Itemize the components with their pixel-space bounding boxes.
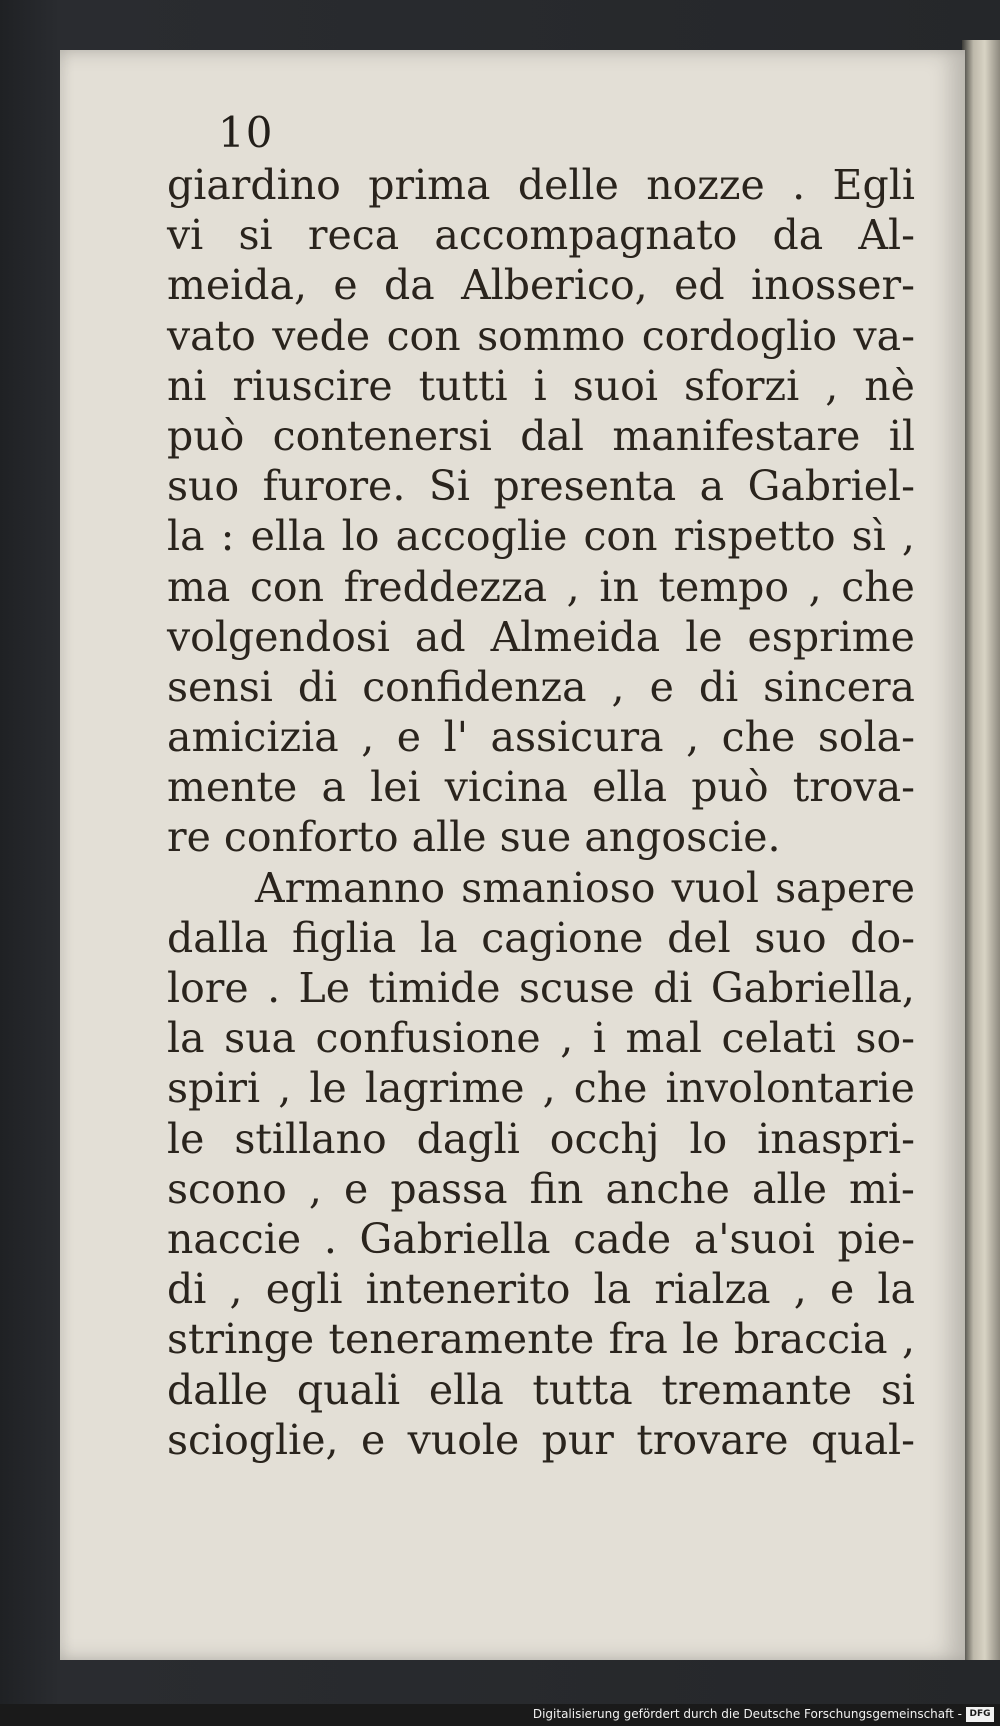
text-line [167, 1114, 915, 1164]
word: può [167, 411, 245, 460]
word: vato [167, 311, 256, 360]
word: : [220, 512, 235, 561]
word: spiri [167, 1064, 261, 1113]
word: pur [541, 1415, 614, 1464]
word: esprime [747, 612, 915, 661]
word: le [167, 1114, 205, 1163]
word: e [830, 1265, 855, 1314]
word: riuscire [232, 361, 393, 410]
word: a [321, 763, 346, 812]
word: occhj [549, 1114, 660, 1163]
word: stillano [234, 1114, 387, 1163]
word: Gabriella, [710, 964, 915, 1012]
text-line [167, 963, 915, 1013]
word: , [566, 562, 580, 611]
text-line [167, 361, 915, 411]
word: sì [851, 512, 886, 561]
word: le [309, 1064, 347, 1113]
word: con [249, 562, 324, 611]
word: conforto [223, 813, 412, 862]
text-line [167, 562, 915, 612]
word: e [343, 1164, 369, 1213]
word: la [167, 1014, 205, 1063]
word: presenta [493, 462, 677, 511]
text-line [167, 311, 915, 361]
text-line [167, 511, 915, 561]
word: do- [850, 913, 915, 962]
text-line [167, 1013, 915, 1063]
word: . [267, 964, 281, 1012]
word: Al- [858, 211, 915, 260]
word: lore [167, 964, 249, 1012]
word: inaspri- [757, 1114, 915, 1163]
word: , [901, 512, 915, 561]
word: ella [592, 763, 668, 812]
word: alle [411, 813, 500, 862]
text-line [167, 1214, 915, 1264]
word: confusione [315, 1014, 541, 1063]
word: vi [167, 211, 204, 260]
word: . [792, 161, 806, 209]
text-line [167, 712, 915, 762]
word: sincera [763, 662, 915, 711]
word: l' [443, 713, 468, 762]
word: di [167, 1265, 207, 1314]
word: di [297, 662, 338, 711]
word: le [685, 612, 723, 661]
word: sapere [775, 863, 915, 912]
text-line [167, 662, 915, 712]
word: scuse [518, 964, 635, 1012]
word: a [699, 462, 725, 511]
word: ed [674, 261, 725, 310]
word: cade [573, 1214, 672, 1263]
word: freddezza [343, 562, 548, 611]
body-text [167, 160, 915, 1465]
word: , [686, 713, 700, 762]
word: contenersi [272, 411, 492, 460]
word: con [583, 512, 658, 561]
word: sensi [167, 662, 273, 711]
word: lagrime [364, 1064, 525, 1113]
text-line [167, 1314, 915, 1364]
word: alle [752, 1164, 827, 1213]
word: cordoglio [641, 311, 838, 360]
word: di [653, 964, 693, 1012]
word: vede [272, 311, 371, 360]
word: , [361, 713, 375, 762]
text-line [167, 260, 915, 310]
word: so- [855, 1014, 915, 1063]
word: che [721, 713, 796, 762]
word: delle [517, 161, 619, 209]
word: , [901, 1315, 915, 1364]
word: dal [520, 411, 584, 460]
word: volgendosi [167, 612, 390, 661]
word: figlia [292, 913, 397, 962]
word: accoglie [395, 512, 568, 561]
word: . [323, 1214, 337, 1263]
word: giardino [167, 161, 341, 209]
word: i [592, 1014, 606, 1063]
word: , [560, 1014, 574, 1063]
word: sforzi [683, 361, 800, 410]
word: da [772, 211, 824, 260]
text-line [167, 1415, 915, 1465]
word: braccia [733, 1315, 888, 1364]
word: , [611, 662, 625, 711]
word: trova- [792, 763, 915, 812]
word: angoscie. [584, 813, 781, 862]
word: si [880, 1365, 915, 1414]
word: nozze [646, 161, 765, 209]
footer-bar [0, 1704, 1000, 1726]
word: celati [721, 1014, 836, 1063]
word: manifestare [612, 411, 861, 460]
word: i [533, 361, 547, 410]
word: nè [864, 361, 915, 410]
word: anche [605, 1164, 730, 1213]
word: passa [390, 1164, 508, 1213]
word: la [593, 1265, 632, 1314]
word: sua [224, 1014, 296, 1063]
word: Alberico, [461, 261, 648, 310]
word: ella [428, 1365, 504, 1414]
word: e [333, 261, 358, 310]
word: la [167, 512, 205, 561]
word: cagione [481, 913, 644, 962]
word: stringe [167, 1315, 315, 1364]
word: e [396, 713, 422, 762]
text-line [167, 863, 915, 913]
word: da [384, 261, 435, 310]
word: la [420, 913, 458, 962]
word: suo [167, 462, 240, 511]
text-line [167, 1164, 915, 1214]
word: egli [265, 1265, 343, 1314]
word: furore. [262, 462, 406, 511]
word: , [278, 1064, 292, 1113]
word: fra [608, 1315, 668, 1364]
word: intenerito [365, 1265, 571, 1314]
word: che [573, 1064, 648, 1113]
dfg-logo: DFG [966, 1707, 994, 1722]
page-number: 10 [218, 108, 274, 157]
text-line [167, 461, 915, 511]
word: trovare [636, 1415, 789, 1464]
word: re [167, 813, 224, 862]
word: timide [368, 964, 501, 1012]
word: lei [370, 763, 421, 812]
word: pie- [837, 1214, 915, 1263]
word: il [888, 411, 915, 460]
word: le [682, 1315, 720, 1364]
word: , [825, 361, 839, 410]
word: qual- [810, 1415, 915, 1464]
word: a'suoi [693, 1214, 815, 1263]
word: del [667, 913, 731, 962]
text-line [167, 1264, 915, 1314]
word: naccie [167, 1214, 302, 1263]
word: teneramente [328, 1315, 595, 1364]
word: , [793, 1265, 807, 1314]
word: , [308, 1164, 322, 1213]
word: che [841, 562, 915, 611]
word: si [238, 211, 273, 260]
word: quali [296, 1365, 401, 1414]
word: sommo [477, 311, 626, 360]
word: , [229, 1265, 243, 1314]
word: sola- [817, 713, 915, 762]
word: con [386, 311, 461, 360]
word: vicina [444, 763, 568, 812]
word: Si [428, 462, 471, 511]
word: tempo [658, 562, 790, 611]
word: rispetto [673, 512, 836, 561]
word: e [360, 1415, 386, 1464]
word: va- [853, 311, 915, 360]
word: reca [307, 211, 400, 260]
footer-credit: Digitalisierung gefördert durch die Deutsche Forschungsgemeinschaft - [532, 1707, 962, 1721]
text-line [167, 411, 915, 461]
word: fin [529, 1164, 584, 1213]
facing-page-edge [962, 40, 1000, 1660]
word: Gabriella [359, 1214, 551, 1263]
word: Le [298, 964, 351, 1012]
word: dalle [167, 1365, 269, 1414]
word: amicizia [167, 713, 339, 762]
word: dalla [167, 913, 269, 962]
text-line [167, 762, 915, 812]
word: involontarie [665, 1064, 915, 1113]
word: ma [167, 562, 231, 611]
text-line [167, 1365, 915, 1415]
word: tutta [532, 1365, 633, 1414]
word: suoi [572, 361, 658, 410]
word: accompagnato [434, 211, 738, 260]
word: Gabriel- [747, 462, 915, 511]
word: tremante [661, 1365, 853, 1414]
word: mente [167, 763, 298, 812]
word: di [698, 662, 739, 711]
word: vuole [407, 1415, 520, 1464]
word: suo [754, 913, 827, 962]
word: scono [167, 1164, 287, 1213]
word: in [599, 562, 639, 611]
word: e [649, 662, 674, 711]
text-line [167, 210, 915, 260]
word: Almeida [490, 612, 661, 661]
word: prima [368, 161, 491, 209]
word: tutti [418, 361, 508, 410]
word: la [877, 1265, 915, 1314]
word: sue [499, 813, 585, 862]
word: ni [167, 361, 207, 410]
word: Armanno [255, 863, 446, 912]
word: vuol [671, 863, 759, 912]
word: ad [414, 612, 466, 661]
word: confidenza [362, 662, 587, 711]
word: assicura [490, 713, 664, 762]
word: smanioso [461, 863, 656, 912]
word: meida, [167, 261, 307, 310]
text-line [167, 812, 915, 862]
text-line [167, 612, 915, 662]
word: lo [341, 512, 380, 561]
word: può [691, 763, 769, 812]
text-line [167, 160, 915, 210]
word: scioglie, [167, 1415, 339, 1464]
word: dagli [416, 1114, 520, 1163]
word: mi- [849, 1164, 915, 1213]
word: ella [250, 512, 326, 561]
word: Egli [832, 161, 915, 209]
text-line [167, 913, 915, 963]
word: lo [689, 1114, 728, 1163]
word: mal [625, 1014, 702, 1063]
text-line [167, 1063, 915, 1113]
word: inosser- [750, 261, 915, 310]
word: , [808, 562, 822, 611]
word: rialza [654, 1265, 771, 1314]
word: , [542, 1064, 556, 1113]
